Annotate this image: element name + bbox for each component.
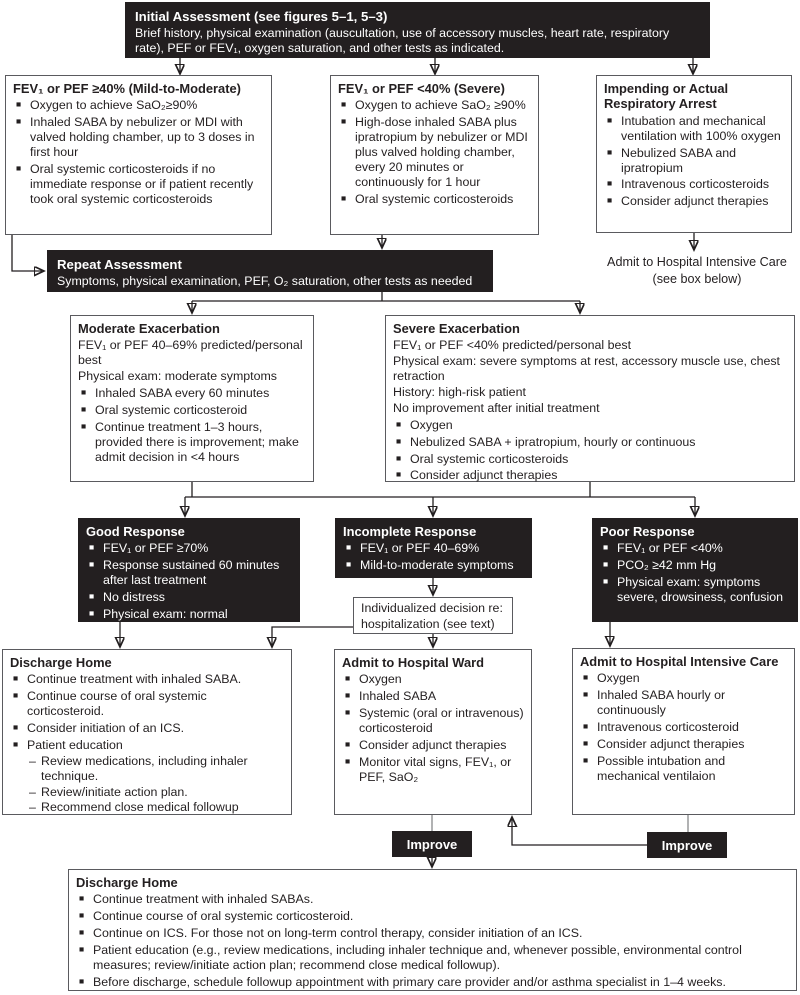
box-item: ■ Intravenous corticosteroid: [580, 720, 787, 735]
decision-line: hospitalization (see text): [361, 616, 495, 631]
box-title: Moderate Exacerbation: [78, 321, 220, 336]
box-body: [76, 892, 789, 989]
box-body: [343, 541, 524, 573]
box-title: Good Response: [86, 524, 185, 539]
box-item: ■ Nebulized SABA and ipratropium: [604, 146, 784, 176]
box-item: ■ Mild-to-moderate symptoms: [343, 558, 524, 573]
repeat-assessment-box: [47, 250, 493, 292]
poor-response-box: [592, 518, 798, 622]
box-body: [57, 274, 483, 289]
note-line: (see box below): [652, 272, 742, 286]
box-item: FEV₁ or PEF 40–69% predicted/personal best: [78, 338, 303, 368]
box-body: [135, 26, 700, 56]
box-title: Impending or Actual Respiratory Arrest: [604, 81, 729, 112]
mild-moderate-box: [5, 75, 272, 235]
box-title: Admit to Hospital Ward: [342, 655, 485, 670]
box-item: ■ Inhaled SABA: [342, 689, 524, 704]
box-item: Brief history, physical examination (auscultation, use of accessory muscles, heart rate, respiratory rate), PEF or FEV₁, oxygen saturation, and other tests as indicated.: [135, 25, 670, 55]
box-body: [10, 672, 284, 815]
box-title: Discharge Home: [10, 655, 112, 670]
box-item: ■ FEV₁ or PEF ≥70%: [86, 541, 292, 556]
note-line: Admit to Hospital Intensive Care: [607, 255, 787, 269]
box-item: ■ Continue course of oral systemic corticosteroid.: [10, 689, 284, 719]
box-item: ■ Oxygen: [580, 671, 787, 686]
box-title: FEV₁ or PEF <40% (Severe): [338, 81, 505, 96]
box-item: ■ Consider adjunct therapies: [393, 468, 787, 483]
box-item: Symptoms, physical examination, PEF, O₂ saturation, other tests as needed: [57, 273, 473, 288]
admit-icu-box: [572, 648, 795, 815]
respiratory-arrest-box: [596, 75, 792, 233]
incomplete-response-box: [335, 518, 532, 578]
box-item: ■ Continue course of oral systemic corticosteroid.: [76, 909, 789, 924]
box-item: ■ Patient education: [10, 738, 284, 753]
box-body: [338, 98, 531, 206]
admit-icu-note: [592, 254, 800, 288]
severe-box: [330, 75, 539, 235]
box-title: Admit to Hospital Intensive Care: [580, 654, 779, 669]
box-item: ■ Oral systemic corticosteroid: [78, 403, 306, 418]
arrow-mild-to-repeat: [12, 235, 42, 271]
arrow-improve-to-ward: [512, 819, 647, 845]
severe-exacerbation-box: [385, 315, 795, 482]
box-item: – Recommend close medical followup: [10, 800, 284, 815]
initial-assessment-box: [125, 2, 710, 58]
box-item: ■ Oxygen to achieve SaO₂≥90%: [13, 98, 264, 113]
discharge-home-bottom-box: [68, 869, 797, 991]
box-item: ■ Oxygen to achieve SaO₂ ≥90%: [338, 98, 531, 113]
box-body: [393, 338, 787, 483]
box-item: ■ Inhaled SABA by nebulizer or MDI with valved holding chamber, up to 3 doses in first hour: [13, 115, 264, 160]
box-body: [604, 114, 784, 209]
box-item: ■ High-dose inhaled SABA plus ipratropium by nebulizer or MDI plus valved holding chamber, every 20 minutes or continuously for 1 hour: [338, 115, 531, 189]
box-title: Discharge Home: [76, 875, 178, 890]
box-item: ■ Consider adjunct therapies: [604, 194, 784, 209]
good-response-box: [78, 518, 300, 622]
box-title: Severe Exacerbation: [393, 321, 520, 336]
box-item: ■ Nebulized SABA + ipratropium, hourly or continuous: [393, 435, 787, 450]
box-title: Initial Assessment (see figures 5–1, 5–3): [135, 9, 388, 24]
box-item: ■ PCO₂ ≥42 mm Hg: [600, 558, 790, 573]
box-item: ■ Physical exam: symptoms severe, drowsiness, confusion: [600, 575, 790, 605]
box-item: ■ Intravenous corticosteroids: [604, 177, 784, 192]
improve-label: Improve: [406, 836, 458, 852]
box-item: ■ Physical exam: normal: [86, 607, 292, 622]
box-title: Incomplete Response: [343, 524, 477, 539]
box-item: ■ Continue treatment 1–3 hours, provided there is improvement; make admit decision in <4 hours: [78, 420, 306, 465]
box-item: – Review/initiate action plan.: [10, 785, 284, 800]
box-item: History: high-risk patient: [393, 385, 526, 400]
box-item: ■ Consider adjunct therapies: [342, 738, 524, 753]
box-body: [78, 338, 306, 464]
box-body: [600, 541, 790, 605]
box-item: No improvement after initial treatment: [393, 400, 600, 415]
box-item: ■ Intubation and mechanical ventilation with 100% oxygen: [604, 114, 784, 144]
box-item: FEV₁ or PEF <40% predicted/personal best: [393, 338, 632, 353]
moderate-exacerbation-box: [70, 315, 314, 482]
box-item: ■ Systemic (oral or intravenous) corticosteroid: [342, 706, 524, 736]
box-item: ■ Continue treatment with inhaled SABAs.: [76, 892, 789, 907]
box-item: ■ Oral systemic corticosteroids if no immediate response or if patient recently took oral systemic corticosteroids: [13, 162, 264, 207]
box-item: ■ No distress: [86, 590, 292, 605]
box-item: ■ FEV₁ or PEF <40%: [600, 541, 790, 556]
box-item: ■ Oxygen: [393, 418, 787, 433]
box-body: [13, 98, 264, 206]
improve-right-box: [647, 832, 727, 858]
box-item: ■ Oxygen: [342, 672, 524, 687]
box-item: ■ Consider initiation of an ICS.: [10, 721, 284, 736]
box-item: ■ FEV₁ or PEF 40–69%: [343, 541, 524, 556]
box-item: ■ Continue on ICS. For those not on long-term control therapy, consider initiation of an ICS.: [76, 926, 789, 941]
box-item: ■ Oral systemic corticosteroids: [393, 452, 787, 467]
box-item: ■ Oral systemic corticosteroids: [338, 192, 531, 207]
discharge-home-box: [2, 649, 292, 815]
box-body: [86, 541, 292, 621]
box-item: – Review medications, including inhaler technique.: [10, 754, 284, 784]
box-body: [342, 672, 524, 784]
arrow-decision-to-discharge: [272, 627, 353, 645]
box-item: ■ Before discharge, schedule followup appointment with primary care provider and/or asthma specialist in 1–4 weeks.: [76, 975, 789, 990]
box-item: ■ Response sustained 60 minutes after last treatment: [86, 558, 292, 588]
box-item: ■ Inhaled SABA hourly or continuously: [580, 688, 787, 718]
admit-ward-box: [334, 649, 532, 815]
box-item: ■ Continue treatment with inhaled SABA.: [10, 672, 284, 687]
improve-left-box: [392, 831, 472, 857]
box-item: ■ Consider adjunct therapies: [580, 737, 787, 752]
box-item: Physical exam: moderate symptoms: [78, 369, 278, 384]
box-body: [580, 671, 787, 783]
box-item: ■ Inhaled SABA every 60 minutes: [78, 386, 306, 401]
improve-label: Improve: [661, 837, 713, 853]
box-title: Repeat Assessment: [57, 257, 182, 272]
box-title: Poor Response: [600, 524, 695, 539]
box-item: ■ Monitor vital signs, FEV₁, or PEF, SaO₂: [342, 755, 524, 785]
individualized-decision-box: [353, 597, 513, 634]
box-item: ■ Patient education (e.g., review medications, including inhaler technique and, whenever possible, environmental control measures; review/initiate action plan; recommend close medical followup).: [76, 943, 789, 973]
decision-line: Individualized decision re:: [361, 601, 503, 615]
box-item: ■ Possible intubation and mechanical ventilaion: [580, 754, 787, 784]
box-title: FEV₁ or PEF ≥40% (Mild-to-Moderate): [13, 81, 241, 96]
box-item: Physical exam: severe symptoms at rest, accessory muscle use, chest retraction: [393, 354, 780, 384]
